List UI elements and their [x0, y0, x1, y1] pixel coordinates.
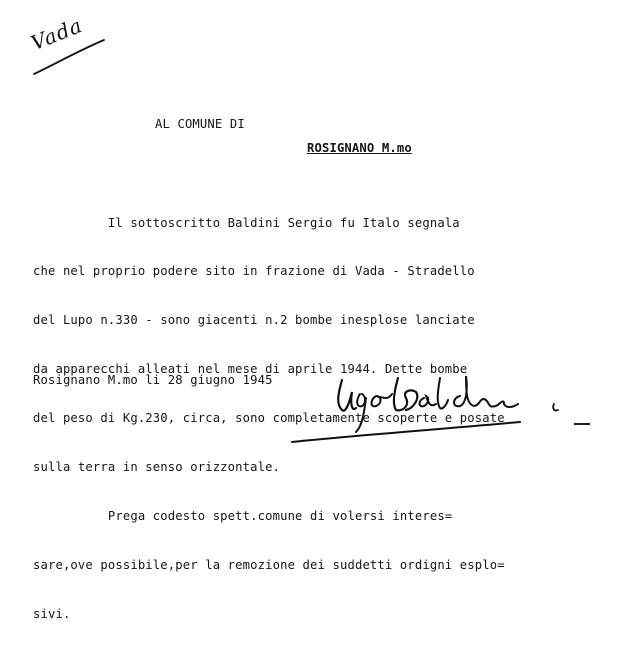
place-and-date: Rosignano M.mo li 28 giugno 1945: [33, 373, 273, 387]
dash-mark: [574, 423, 590, 425]
handwritten-signature: [290, 370, 590, 450]
body-line: Prega codesto spett.comune di volersi interes=: [33, 508, 453, 523]
handwritten-note: [27, 12, 110, 78]
body-line: del peso di Kg.230, circa, sono completamente scoperte e posate: [33, 411, 505, 426]
handwritten-underline-icon: [30, 18, 110, 78]
body-line: del Lupo n.330 - sono giacenti n.2 bombe inesplose lanciate: [33, 313, 475, 328]
handwritten-note-text: Vada: [27, 12, 86, 56]
addressee-municipality: ROSIGNANO M.mo: [307, 141, 412, 155]
addressee-heading: AL COMUNE DI: [155, 117, 245, 131]
body-line: sulla terra in senso orizzontale.: [33, 460, 281, 475]
body-line: da apparecchi alleati nel mese di aprile 1944. Dette bombe: [33, 362, 468, 377]
body-line: sivi.: [33, 606, 71, 621]
body-line: Il sottoscritto Baldini Sergio fu Italo segnala: [33, 215, 460, 230]
body-line: sare,ove possibile,per la remozione dei suddetti ordigni esplo=: [33, 557, 505, 572]
body-line: che nel proprio podere sito in frazione di Vada - Stradello: [33, 264, 475, 279]
signature-icon: [290, 370, 590, 450]
